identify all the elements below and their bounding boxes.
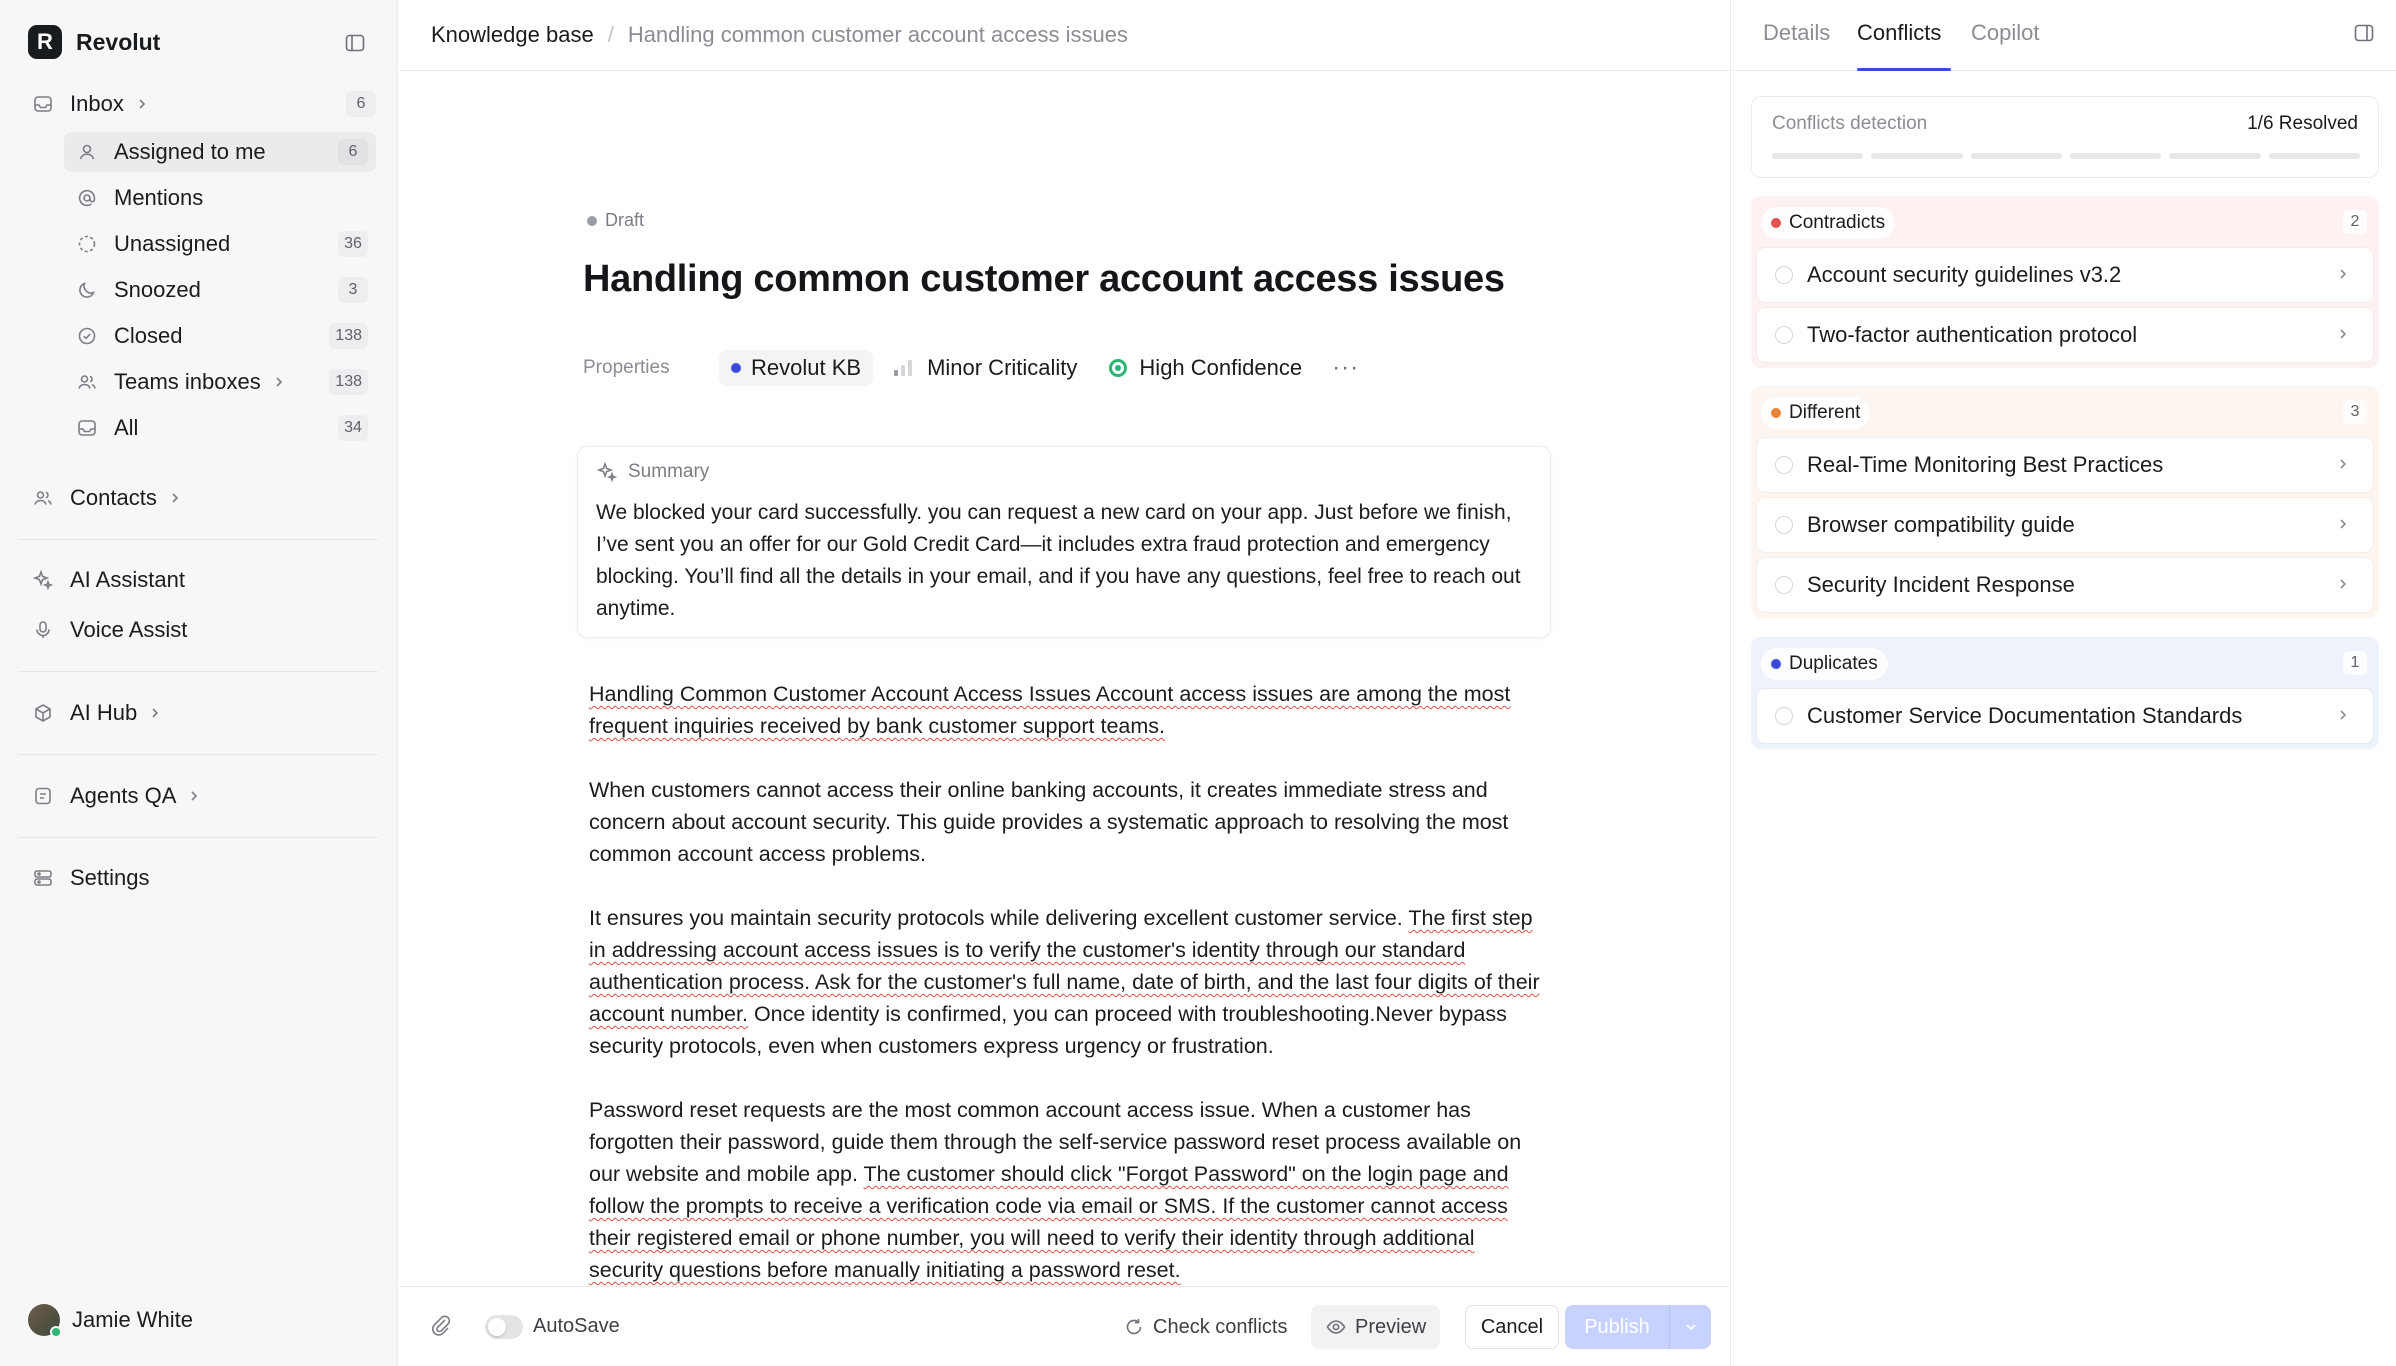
status-dot — [587, 216, 597, 226]
status-circle-icon — [1775, 516, 1793, 534]
cancel-button[interactable]: Cancel — [1465, 1305, 1559, 1349]
panel-toggle-icon[interactable] — [2353, 22, 2375, 44]
breadcrumb-current: Handling common customer account access issues — [627, 22, 1128, 47]
progress-segment — [1971, 153, 2062, 159]
property-value: Revolut KB — [751, 355, 862, 380]
publish-button[interactable] — [1565, 1305, 1711, 1349]
sidebar-item-teams-inboxes[interactable] — [64, 362, 376, 402]
tray-icon — [28, 89, 58, 119]
sidebar-item-label: Agents QA — [70, 783, 177, 808]
conflict-highlight[interactable]: The customer should click "Forgot Password" on the login page and follow the prompts to receive a verification code via email or SMS. If the customer cannot access their registered email or phone number, you will need to verify their identity through additional security questions before manually initiating a password reset. — [589, 1162, 1509, 1282]
status-circle-icon — [1775, 266, 1793, 284]
check-circle-icon — [72, 321, 102, 351]
eye-icon — [1325, 1316, 1347, 1338]
conflict-item[interactable] — [1757, 438, 2373, 492]
group-dot — [1771, 218, 1781, 228]
status-circle-icon — [1775, 576, 1793, 594]
user-name: Jamie White — [72, 1307, 194, 1332]
refresh-icon — [1123, 1316, 1145, 1338]
group-label-pill — [1761, 648, 1888, 680]
brand[interactable] — [28, 24, 160, 60]
sidebar-divider — [18, 671, 378, 672]
count-badge: 34 — [338, 415, 368, 441]
user-profile[interactable] — [28, 1304, 193, 1336]
tab-conflicts[interactable]: Conflicts — [1857, 20, 1942, 45]
chevron-right-icon — [2335, 707, 2351, 723]
group-count: 3 — [2343, 400, 2367, 424]
chevron-right-icon — [2335, 456, 2351, 472]
sidebar-item-label: Mentions — [114, 185, 204, 210]
kb-dot — [731, 363, 741, 373]
cube-icon — [28, 698, 58, 728]
sidebar-item-label: Inbox — [70, 91, 124, 116]
page-title[interactable]: Handling common customer account access issues — [583, 258, 1505, 300]
group-different — [1751, 386, 2379, 618]
chevron-right-icon — [2335, 326, 2351, 342]
chevron-down-icon[interactable] — [1669, 1305, 1711, 1349]
conflict-highlight[interactable]: The first step in addressing account access issues is to verify the customer's identity through our standard authentication process. Ask for the customer's full name, date of birth, and the last four digits of their account number. — [589, 906, 1540, 1026]
conflict-item[interactable] — [1757, 558, 2373, 612]
app-name: Revolut — [76, 28, 161, 55]
summary-header — [596, 461, 1532, 483]
property-value: Minor Criticality — [927, 355, 1078, 380]
editor-main — [399, 0, 1729, 1366]
confidence-ring-icon — [1109, 359, 1127, 377]
conflicts-detection-card — [1751, 96, 2379, 178]
sidebar-item-label: AI Assistant — [70, 567, 185, 592]
revolut-logo: R — [28, 25, 62, 59]
group-duplicates — [1751, 637, 2379, 749]
more-properties-button[interactable]: ··· — [1332, 354, 1360, 381]
microphone-icon — [28, 615, 58, 645]
group-contradicts — [1751, 196, 2379, 368]
chevron-right-icon — [134, 96, 150, 112]
button-label: Publish — [1584, 1315, 1650, 1338]
breadcrumb-knowledge-base[interactable]: Knowledge base — [431, 22, 594, 47]
settings-icon — [28, 863, 58, 893]
sidebar-item-mentions[interactable] — [64, 178, 376, 218]
sidebar-divider — [18, 754, 378, 755]
conflict-item[interactable] — [1757, 498, 2373, 552]
status-label: Draft — [605, 210, 645, 230]
status-badge — [587, 210, 644, 231]
property-confidence[interactable] — [1097, 350, 1314, 386]
chevron-right-icon — [167, 490, 183, 506]
sidebar-divider — [18, 539, 378, 540]
count-badge: 138 — [329, 369, 368, 395]
dashed-circle-icon — [72, 229, 102, 259]
paragraph — [589, 678, 1549, 742]
chevron-right-icon — [186, 788, 202, 804]
group-label-pill — [1761, 207, 1895, 239]
conflict-item[interactable] — [1757, 689, 2373, 743]
tab-copilot[interactable]: Copilot — [1971, 20, 2040, 45]
chevron-right-icon — [271, 374, 287, 390]
conflict-item-label: Security Incident Response — [1807, 572, 2075, 597]
properties-label: Properties — [583, 357, 670, 378]
sidebar-item-label: Snoozed — [114, 277, 201, 302]
group-label: Contradicts — [1789, 212, 1886, 233]
chevron-right-icon — [2335, 266, 2351, 282]
sidebar-item-label: Voice Assist — [70, 617, 188, 642]
group-header — [1757, 204, 2373, 242]
button-label: Preview — [1355, 1315, 1427, 1338]
group-dot — [1771, 659, 1781, 669]
group-label: Different — [1789, 402, 1861, 423]
sidebar-item-snoozed[interactable] — [64, 270, 376, 310]
status-circle-icon — [1775, 456, 1793, 474]
sidebar-item-ai-assistant[interactable] — [28, 560, 376, 600]
contacts-icon — [28, 483, 58, 513]
group-header — [1757, 645, 2373, 683]
sidebar-item-contacts[interactable] — [28, 478, 376, 518]
sidebar-item-inbox[interactable] — [28, 84, 376, 124]
conflict-item-label: Real-Time Monitoring Best Practices — [1807, 452, 2164, 477]
sidebar-item-label: Assigned to me — [114, 139, 266, 164]
properties-bar — [583, 348, 1359, 388]
conflict-item-label: Browser compatibility guide — [1807, 512, 2075, 537]
group-count: 1 — [2343, 651, 2367, 675]
sidebar-item-label: AI Hub — [70, 700, 138, 725]
summary-card — [577, 446, 1551, 638]
avatar — [28, 1304, 60, 1336]
sidebar-item-unassigned[interactable] — [64, 224, 376, 264]
sidebar-collapse-icon[interactable] — [340, 28, 370, 58]
conflict-item[interactable] — [1757, 308, 2373, 362]
sidebar-item-assigned-to-me[interactable] — [64, 132, 376, 172]
property-knowledge-base[interactable] — [719, 350, 873, 386]
tray-icon — [72, 413, 102, 443]
detection-status: 1/6 Resolved — [2247, 113, 2358, 134]
sidebar-item-ai-hub[interactable] — [28, 693, 376, 733]
group-dot — [1771, 408, 1781, 418]
progress-segment — [1772, 153, 1863, 159]
online-status-dot — [50, 1326, 62, 1338]
tab-details[interactable]: Details — [1763, 20, 1831, 45]
conflict-item-label: Customer Service Documentation Standards — [1807, 703, 2243, 728]
preview-button[interactable] — [1311, 1305, 1440, 1349]
progress-segment — [2269, 153, 2360, 159]
sparkle-icon — [28, 565, 58, 595]
text-run: Password reset requests are the most common account access issue. When a customer has forgotten their password, guide them through the self-service password reset process available on our website and mobile app. — [589, 1098, 1522, 1186]
conflict-highlight[interactable]: Handling Common Customer Account Access Issues Account access issues are among the most frequent inquiries received by bank customer support teams. — [589, 682, 1511, 738]
count-badge: 6 — [338, 139, 368, 165]
progress-segment — [2070, 153, 2161, 159]
status-circle-icon — [1775, 707, 1793, 725]
team-icon — [72, 367, 102, 397]
inbox-count-badge: 6 — [346, 91, 376, 117]
check-conflicts-button[interactable] — [1123, 1307, 1288, 1347]
sidebar-item-label: Contacts — [70, 485, 157, 510]
detection-label: Conflicts detection — [1772, 113, 1928, 134]
document-body[interactable] — [589, 678, 1549, 1318]
group-count: 2 — [2343, 210, 2367, 234]
sidebar-item-label: Settings — [70, 865, 150, 890]
conflict-item-label: Two-factor authentication protocol — [1807, 322, 2138, 347]
paragraph: When customers cannot access their online banking accounts, it creates immediate stress and concern about account security. This guide provides a systematic approach to resolving the most common account access problems. — [589, 778, 1509, 866]
clipboard-icon — [28, 781, 58, 811]
sidebar — [0, 0, 398, 1366]
sidebar-item-label: Closed — [114, 323, 183, 348]
group-label: Duplicates — [1789, 653, 1878, 674]
panel-tabs — [1731, 0, 2396, 71]
breadcrumb-separator: / — [607, 22, 614, 47]
sidebar-item-voice-assist[interactable] — [28, 610, 376, 650]
sidebar-item-settings[interactable] — [28, 858, 376, 898]
property-value: High Confidence — [1139, 355, 1303, 380]
count-badge: 3 — [338, 277, 368, 303]
active-tab-indicator — [1857, 68, 1951, 71]
editor-footer — [399, 1286, 1729, 1366]
group-header — [1757, 394, 2373, 432]
progress-segment — [2169, 153, 2260, 159]
count-badge: 36 — [338, 231, 368, 257]
conflict-item-label: Account security guidelines v3.2 — [1807, 262, 2122, 287]
sidebar-item-closed[interactable] — [64, 316, 376, 356]
sidebar-item-label: Unassigned — [114, 231, 231, 256]
autosave-label: AutoSave — [533, 1315, 620, 1337]
sidebar-divider — [18, 837, 378, 838]
autosave-toggle[interactable] — [485, 1315, 523, 1339]
sidebar-item-label: Teams inboxes — [114, 369, 261, 394]
status-circle-icon — [1775, 326, 1793, 344]
chevron-right-icon — [2335, 576, 2351, 592]
right-panel — [1730, 0, 2396, 1366]
chevron-right-icon — [147, 705, 163, 721]
sparkle-icon — [596, 461, 618, 483]
detection-progress — [1772, 153, 2360, 159]
paragraph — [589, 1094, 1549, 1286]
sidebar-item-agents-qa[interactable] — [28, 776, 376, 816]
count-badge: 138 — [329, 323, 368, 349]
summary-text: We blocked your card successfully. you can request a new card on your app. Just before we finish, I’ve sent you an offer for our Gold Credit Card—it includes extra fraud protection and emergency blocking. You’ll find all the details in your email, and if you have any questions, feel free to reach out anytime. — [596, 501, 1521, 620]
sidebar-item-label: All — [114, 415, 139, 440]
group-label-pill — [1761, 397, 1870, 429]
breadcrumb — [399, 0, 1729, 71]
at-icon — [72, 183, 102, 213]
progress-segment — [1871, 153, 1962, 159]
chevron-right-icon — [2335, 516, 2351, 532]
property-criticality[interactable] — [881, 350, 1089, 386]
button-label: Check conflicts — [1153, 1315, 1288, 1338]
conflict-item[interactable] — [1757, 248, 2373, 302]
paperclip-icon[interactable] — [429, 1313, 453, 1339]
paragraph — [589, 902, 1549, 1062]
signal-bars-icon — [893, 359, 915, 377]
summary-label: Summary — [628, 461, 710, 482]
text-run: It ensures you maintain security protocols while delivering excellent customer service. — [589, 906, 1409, 930]
sidebar-item-all[interactable] — [64, 408, 376, 448]
text-run: Once identity is confirmed, you can proceed with troubleshooting.Never bypass security protocols, even when customers express urgency or frustration. — [589, 1002, 1507, 1058]
user-icon — [72, 137, 102, 167]
moon-icon — [72, 275, 102, 305]
